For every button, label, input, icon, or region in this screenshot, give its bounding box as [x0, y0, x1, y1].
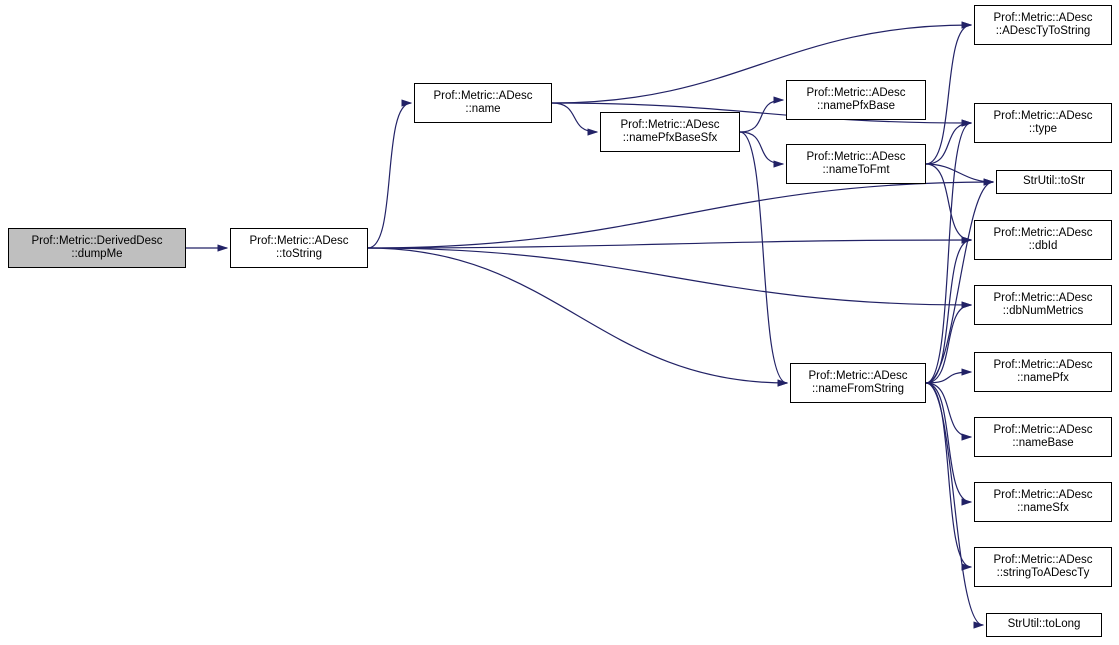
graph-edge — [926, 123, 971, 383]
graph-node-label: Prof::Metric::DerivedDesc — [31, 234, 163, 247]
graph-node-label: Prof::Metric::ADesc — [993, 11, 1093, 24]
graph-node-label: ::nameToFmt — [822, 164, 890, 176]
graph-edge — [368, 248, 787, 383]
graph-node[interactable] — [974, 547, 1112, 587]
graph-node-label: ::type — [1028, 123, 1058, 135]
graph-edge — [926, 25, 971, 164]
graph-node[interactable] — [974, 285, 1112, 325]
graph-edge — [740, 100, 783, 132]
graph-node[interactable] — [974, 5, 1112, 45]
graph-node[interactable] — [974, 220, 1112, 260]
graph-node-label: ::toString — [275, 248, 323, 260]
graph-node[interactable] — [974, 417, 1112, 457]
graph-node-label: Prof::Metric::ADesc — [993, 109, 1093, 122]
graph-node-label: Prof::Metric::ADesc — [993, 488, 1093, 501]
graph-node-label: ::namePfxBase — [817, 100, 895, 112]
graph-edge — [740, 132, 783, 164]
graph-node-label: StrUtil::toStr — [1023, 175, 1085, 188]
graph-node[interactable] — [230, 228, 368, 268]
graph-edge — [368, 248, 971, 305]
graph-node-label: Prof::Metric::ADesc — [806, 86, 906, 99]
graph-edge — [740, 132, 787, 383]
graph-node[interactable] — [974, 103, 1112, 143]
graph-edge — [926, 240, 971, 383]
graph-node[interactable] — [600, 112, 740, 152]
graph-node-label: ::dbId — [1028, 240, 1058, 252]
graph-node[interactable] — [790, 363, 926, 403]
graph-node-label: ::nameBase — [1012, 437, 1074, 449]
graph-node-label: ::dbNumMetrics — [1002, 305, 1084, 317]
graph-edge — [926, 372, 971, 383]
graph-node[interactable] — [786, 80, 926, 120]
graph-node-label: ::ADescTyToString — [995, 25, 1091, 37]
graph-edge — [368, 240, 971, 248]
graph-node-label: StrUtil::toLong — [1007, 618, 1081, 631]
graph-node[interactable] — [986, 613, 1102, 637]
graph-edge — [926, 164, 971, 240]
graph-node-label: Prof::Metric::ADesc — [433, 89, 533, 102]
graph-node-label: ::dumpMe — [71, 248, 123, 260]
graph-node[interactable] — [974, 482, 1112, 522]
graph-edge — [926, 164, 993, 182]
graph-node-label: ::namePfx — [1017, 372, 1069, 384]
graph-node-label: ::nameSfx — [1017, 502, 1069, 514]
graph-node-label: Prof::Metric::ADesc — [993, 291, 1093, 304]
graph-edge — [926, 383, 971, 567]
graph-edge — [926, 383, 971, 502]
graph-node-label: Prof::Metric::ADesc — [808, 369, 908, 382]
graph-edge — [926, 305, 971, 383]
graph-node[interactable] — [974, 352, 1112, 392]
graph-node-label: Prof::Metric::ADesc — [620, 118, 720, 131]
graph-node-label: ::nameFromString — [811, 383, 905, 395]
graph-edge — [926, 123, 971, 164]
graph-node[interactable] — [996, 170, 1112, 194]
graph-node[interactable] — [786, 144, 926, 184]
graph-edge — [368, 103, 411, 248]
graph-node-label: Prof::Metric::ADesc — [993, 358, 1093, 371]
graph-edge — [926, 383, 971, 437]
graph-node-label: Prof::Metric::ADesc — [993, 423, 1093, 436]
graph-edge — [552, 103, 597, 132]
graph-node-label: ::name — [465, 103, 501, 115]
graph-node-label: ::namePfxBaseSfx — [622, 132, 718, 144]
graph-node[interactable] — [414, 83, 552, 123]
graph-node-label: Prof::Metric::ADesc — [993, 226, 1093, 239]
graph-node[interactable] — [8, 228, 186, 268]
graph-node-label: Prof::Metric::ADesc — [806, 150, 906, 163]
graph-node-label: Prof::Metric::ADesc — [993, 553, 1093, 566]
graph-node-label: ::stringToADescTy — [996, 567, 1090, 579]
graph-edge — [368, 182, 993, 248]
graph-node-label: Prof::Metric::ADesc — [249, 234, 349, 247]
